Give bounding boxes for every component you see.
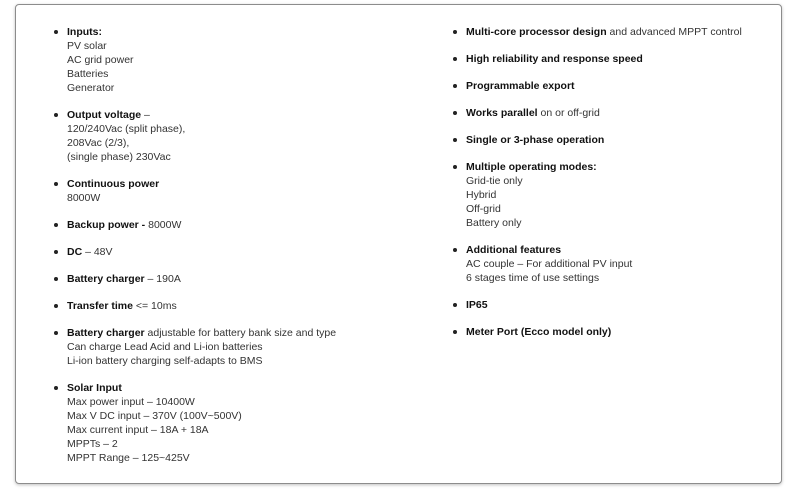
spec-item (453, 325, 773, 339)
spec-label: Battery charger (67, 327, 145, 339)
bullet-icon (54, 182, 58, 186)
spec-detail-line: Off-grid (466, 203, 501, 215)
spec-detail-line: Max V DC input – 370V (100V~500V) (67, 410, 242, 422)
spec-label: Works parallel (466, 107, 538, 119)
spec-inline-value: <= 10ms (132, 300, 177, 312)
bullet-icon (54, 30, 58, 34)
spec-inline-value: adjustable for battery bank size and type (144, 327, 337, 339)
spec-label: Inputs: (67, 26, 102, 38)
bullet-icon (453, 303, 457, 307)
spec-label: High reliability and response speed (466, 53, 643, 65)
spec-detail-line: 120/240Vac (split phase), (67, 123, 186, 135)
bullet-icon (453, 84, 457, 88)
bullet-icon (54, 386, 58, 390)
bullet-icon (453, 330, 457, 334)
spec-item (54, 218, 404, 232)
spec-item (54, 245, 404, 259)
spec-detail-line: AC couple – For additional PV input (466, 258, 633, 270)
spec-detail-line: 208Vac (2/3), (67, 137, 130, 149)
bullet-icon (453, 248, 457, 252)
spec-label: DC (67, 246, 83, 258)
spec-item (54, 177, 404, 205)
spec-label: IP65 (466, 299, 488, 311)
spec-detail-line: Max current input – 18A + 18A (67, 424, 209, 436)
spec-item (453, 133, 773, 147)
spec-detail-line: (single phase) 230Vac (67, 151, 171, 163)
spec-inline-value: – 48V (82, 246, 113, 258)
spec-item (453, 106, 773, 120)
spec-label: Single or 3-phase operation (466, 134, 605, 146)
spec-detail-line: Can charge Lead Acid and Li-ion batteries (67, 341, 263, 353)
spec-item (54, 326, 404, 368)
spec-detail-line: Max power input – 10400W (67, 396, 195, 408)
spec-detail-line: Batteries (67, 68, 109, 80)
spec-item (54, 299, 404, 313)
spec-item (54, 108, 404, 164)
spec-item (453, 298, 773, 312)
bullet-icon (453, 57, 457, 61)
spec-item (453, 25, 773, 39)
spec-inline-value: and advanced MPPT control (606, 26, 742, 38)
specs-list-right (453, 25, 773, 352)
bullet-icon (453, 111, 457, 115)
spec-label: Solar Input (67, 382, 122, 394)
bullet-icon (453, 138, 457, 142)
spec-item (453, 160, 773, 230)
spec-detail-line: AC grid power (67, 54, 134, 66)
spec-inline-value: – 190A (144, 273, 181, 285)
spec-label: Output voltage (67, 109, 142, 121)
spec-detail-line: Generator (67, 82, 115, 94)
spec-detail-line: 8000W (67, 192, 101, 204)
bullet-icon (54, 113, 58, 117)
spec-detail-line: PV solar (67, 40, 107, 52)
spec-inline-value: – (141, 109, 150, 121)
spec-label: Meter Port (Ecco model only) (466, 326, 612, 338)
spec-item (54, 381, 404, 465)
spec-detail-line: Grid-tie only (466, 175, 523, 187)
spec-label: Multiple operating modes: (466, 161, 597, 173)
spec-item (453, 79, 773, 93)
bullet-icon (54, 223, 58, 227)
specs-list-left (54, 25, 404, 478)
spec-label: Multi-core processor design (466, 26, 607, 38)
spec-detail-line: Li-ion battery charging self-adapts to BMS (67, 355, 263, 367)
spec-item (54, 272, 404, 286)
spec-label: Continuous power (67, 178, 160, 190)
spec-label: Programmable export (466, 80, 575, 92)
spec-label: Additional features (466, 244, 562, 256)
spec-detail-line: 6 stages time of use settings (466, 272, 600, 284)
spec-label: Transfer time (67, 300, 133, 312)
spec-item (453, 243, 773, 285)
spec-inline-value: 8000W (145, 219, 182, 231)
specs-panel (15, 4, 782, 484)
spec-label: Backup power - (67, 219, 146, 231)
bullet-icon (453, 165, 457, 169)
spec-item (453, 52, 773, 66)
spec-detail-line: MPPT Range – 125~425V (67, 452, 190, 464)
spec-item (54, 25, 404, 95)
spec-detail-line: Battery only (466, 217, 522, 229)
spec-detail-line: Hybrid (466, 189, 497, 201)
spec-inline-value: on or off-grid (537, 107, 600, 119)
bullet-icon (54, 250, 58, 254)
spec-detail-line: MPPTs – 2 (67, 438, 118, 450)
bullet-icon (54, 304, 58, 308)
spec-label: Battery charger (67, 273, 145, 285)
bullet-icon (54, 331, 58, 335)
bullet-icon (54, 277, 58, 281)
bullet-icon (453, 30, 457, 34)
